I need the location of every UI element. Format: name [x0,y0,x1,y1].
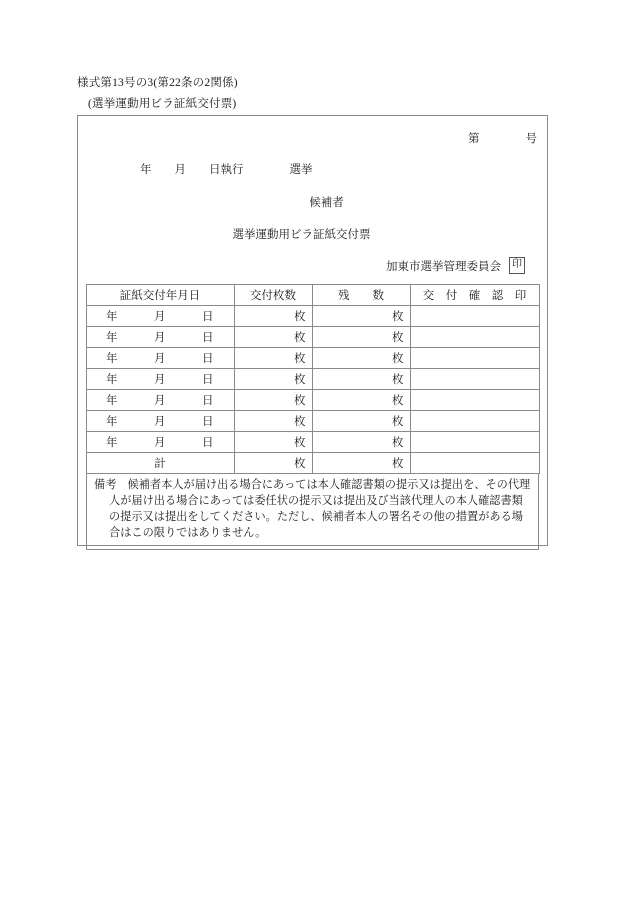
remarks-paragraph [94,478,531,542]
cell-remaining[interactable]: 枚 [312,306,410,327]
table-row [86,411,539,432]
cell-seal[interactable] [410,306,539,327]
cell-date[interactable]: 年 月 日 [86,306,234,327]
seal-stamp-icon: 印 [509,257,525,274]
form-header-block [78,116,547,284]
cell-seal[interactable] [410,369,539,390]
cell-remaining[interactable]: 枚 [312,369,410,390]
cell-issued[interactable]: 枚 [234,348,312,369]
election-date-line: 年 月 日執行 選挙 [140,164,313,176]
form-code-heading: 様式第13号の3(第22条の2関係) [77,77,238,89]
cell-date[interactable]: 年 月 日 [86,432,234,453]
cell-seal[interactable] [410,432,539,453]
issuer-line [386,257,525,274]
cell-total-remaining[interactable]: 枚 [312,453,410,474]
remarks-label: 備考 [94,479,117,491]
cell-remaining[interactable]: 枚 [312,348,410,369]
cell-seal[interactable] [410,327,539,348]
table-row [86,306,539,327]
issuer-name: 加東市選挙管理委員会 [386,260,501,273]
cell-date[interactable]: 年 月 日 [86,390,234,411]
remarks-text: 候補者本人が届け出る場合にあっては本人確認書類の提示又は提出を、その代理人が届け出る場合にあっては委任状の提示又は提出及び当該代理人の本人確認書類の提示又は提出をしてください。ただし、候補者本人の署名その他の措置がある場合はこの限りではありません。 [109,479,531,539]
cell-date[interactable]: 年 月 日 [86,327,234,348]
column-header-seal: 交 付 確 認 印 [410,285,539,306]
cell-date[interactable]: 年 月 日 [86,411,234,432]
remarks-section [86,474,539,550]
table-row [86,348,539,369]
form-frame [77,115,548,546]
cell-issued[interactable]: 枚 [234,306,312,327]
form-subtitle-heading: (選挙運動用ビラ証紙交付票) [88,98,237,110]
column-header-remaining: 残 数 [312,285,410,306]
cell-seal[interactable] [410,348,539,369]
table-row [86,369,539,390]
table-total-row [86,453,539,474]
issuance-table [86,284,540,474]
table-row [86,327,539,348]
cell-seal[interactable] [410,390,539,411]
cell-date[interactable]: 年 月 日 [86,348,234,369]
cell-issued[interactable]: 枚 [234,369,312,390]
table-header-row [86,285,539,306]
document-number-line: 第 号 [468,133,537,145]
cell-issued[interactable]: 枚 [234,432,312,453]
cell-remaining[interactable]: 枚 [312,411,410,432]
cell-total-seal[interactable] [410,453,539,474]
column-header-date: 証紙交付年月日 [86,285,234,306]
cell-remaining[interactable]: 枚 [312,327,410,348]
cell-issued[interactable]: 枚 [234,411,312,432]
column-header-issued: 交付枚数 [234,285,312,306]
issuance-table-body [86,306,539,474]
candidate-label: 候補者 [309,197,344,209]
cell-total-issued[interactable]: 枚 [234,453,312,474]
cell-issued[interactable]: 枚 [234,390,312,411]
cell-seal[interactable] [410,411,539,432]
table-row [86,432,539,453]
cell-total-label: 計 [86,453,234,474]
cell-remaining[interactable]: 枚 [312,432,410,453]
cell-issued[interactable]: 枚 [234,327,312,348]
table-row [86,390,539,411]
document-title: 選挙運動用ビラ証紙交付票 [232,229,371,241]
cell-remaining[interactable]: 枚 [312,390,410,411]
cell-date[interactable]: 年 月 日 [86,369,234,390]
